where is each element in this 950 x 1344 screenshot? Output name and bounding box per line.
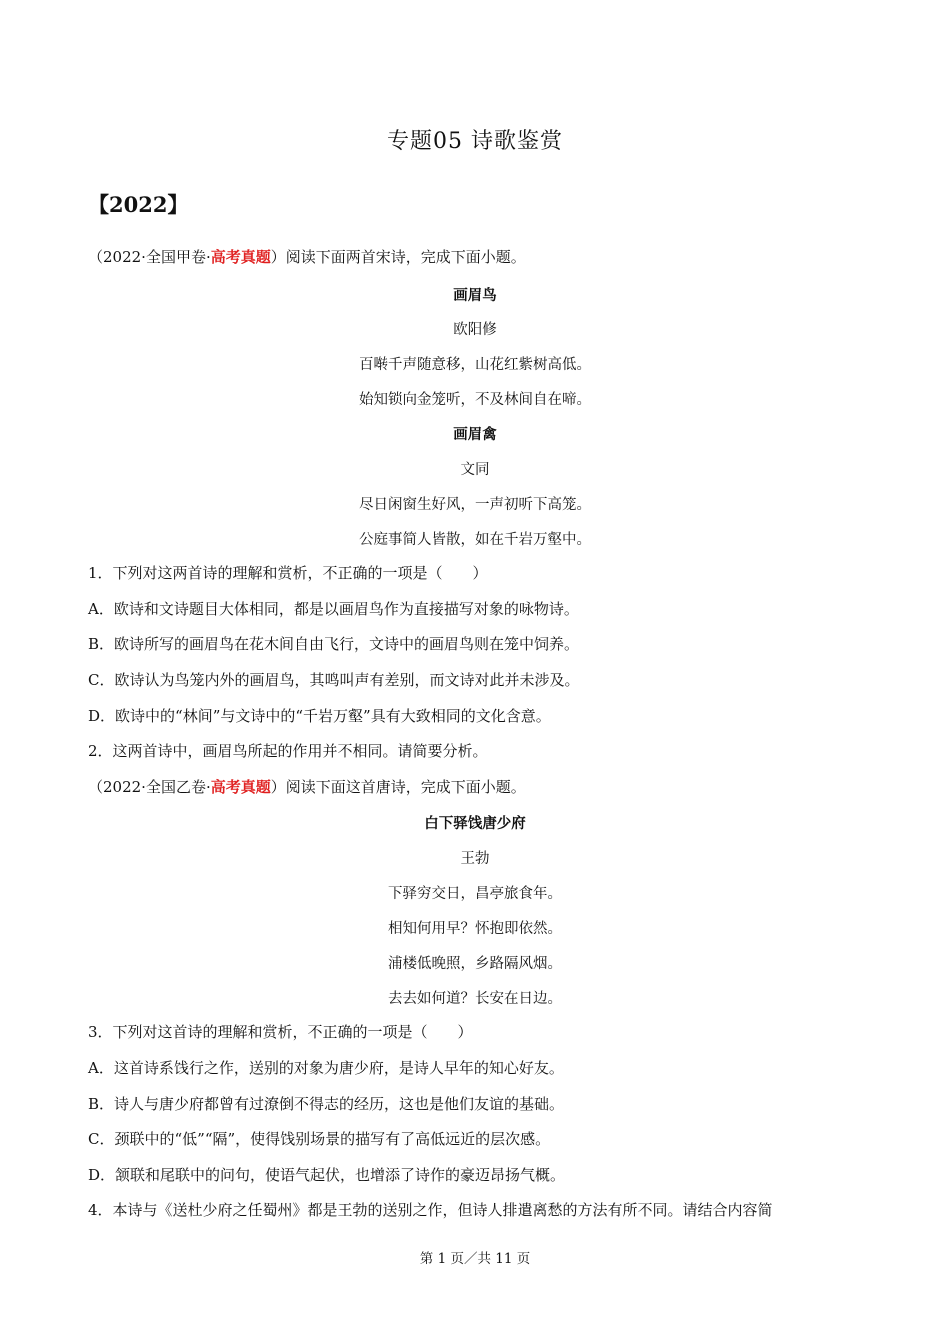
question-stem: 4．本诗与《送杜少府之任蜀州》都是王勃的送别之作，但诗人排遣离愁的方法有所不同。请结合内容简 bbox=[88, 1201, 773, 1219]
poem-line: 尽日闲窗生好风，一声初听下高笼。 bbox=[359, 497, 591, 513]
source-suffix: ）阅读下面两首宋诗，完成下面小题。 bbox=[270, 248, 526, 266]
poem-title: 画眉禽 bbox=[453, 426, 497, 443]
poem-title: 画眉鸟 bbox=[453, 287, 497, 304]
poem-line: 去去如何道？长安在日边。 bbox=[388, 991, 562, 1007]
source-line-1 bbox=[88, 246, 526, 267]
poem-line: 始知锁向金笼听，不及林间自在啼。 bbox=[359, 392, 591, 408]
answer-option: C．颈联中的“低”“隔”，使得饯别场景的描写有了高低远近的层次感。 bbox=[88, 1130, 551, 1148]
poem-title: 白下驿饯唐少府 bbox=[424, 815, 526, 832]
page-title: 专题05 诗歌鉴赏 bbox=[387, 129, 563, 154]
answer-option: B．诗人与唐少府都曾有过潦倒不得志的经历，这也是他们友谊的基础。 bbox=[88, 1095, 565, 1113]
question-stem: 1．下列对这两首诗的理解和赏析，不正确的一项是（ ） bbox=[88, 564, 488, 582]
poem-author: 文同 bbox=[460, 462, 490, 478]
answer-option: A．欧诗和文诗题目大体相同，都是以画眉鸟作为直接描写对象的咏物诗。 bbox=[88, 600, 579, 618]
answer-option: B．欧诗所写的画眉鸟在花木间自由飞行，文诗中的画眉鸟则在笼中饲养。 bbox=[88, 635, 580, 653]
source-prefix: （2022·全国甲卷· bbox=[88, 248, 211, 266]
poem-line: 百啭千声随意移，山花红紫树高低。 bbox=[359, 357, 591, 373]
year-heading: 【2022】 bbox=[88, 192, 189, 217]
poem-line: 浦楼低晚照，乡路隔风烟。 bbox=[388, 956, 562, 972]
source-line-2 bbox=[88, 776, 526, 797]
answer-option: D．欧诗中的“林间”与文诗中的“千岩万壑”具有大致相同的文化含意。 bbox=[88, 707, 551, 725]
answer-option: C．欧诗认为鸟笼内外的画眉鸟，其鸣叫声有差别，而文诗对此并未涉及。 bbox=[88, 671, 580, 689]
poem-author: 王勃 bbox=[460, 851, 490, 867]
answer-option: A．这首诗系饯行之作，送别的对象为唐少府，是诗人早年的知心好友。 bbox=[88, 1059, 564, 1077]
source-prefix: （2022·全国乙卷· bbox=[88, 778, 211, 796]
source-suffix: ）阅读下面这首唐诗，完成下面小题。 bbox=[270, 778, 526, 796]
page-footer: 第 1 页／共 11 页 bbox=[419, 1251, 531, 1267]
source-highlight: 高考真题 bbox=[210, 248, 271, 266]
poem-line: 下驿穷交日，昌亭旅食年。 bbox=[388, 886, 562, 902]
question-stem: 3．下列对这首诗的理解和赏析，不正确的一项是（ ） bbox=[88, 1023, 473, 1041]
question-stem: 2．这两首诗中，画眉鸟所起的作用并不相同。请简要分析。 bbox=[88, 742, 488, 760]
poem-line: 相知何用早？怀抱即依然。 bbox=[388, 921, 562, 937]
source-highlight: 高考真题 bbox=[210, 778, 271, 796]
answer-option: D．颔联和尾联中的问句，使语气起伏，也增添了诗作的豪迈昂扬气概。 bbox=[88, 1166, 566, 1184]
poem-line: 公庭事简人皆散，如在千岩万壑中。 bbox=[359, 532, 591, 548]
poem-author: 欧阳修 bbox=[453, 322, 497, 338]
